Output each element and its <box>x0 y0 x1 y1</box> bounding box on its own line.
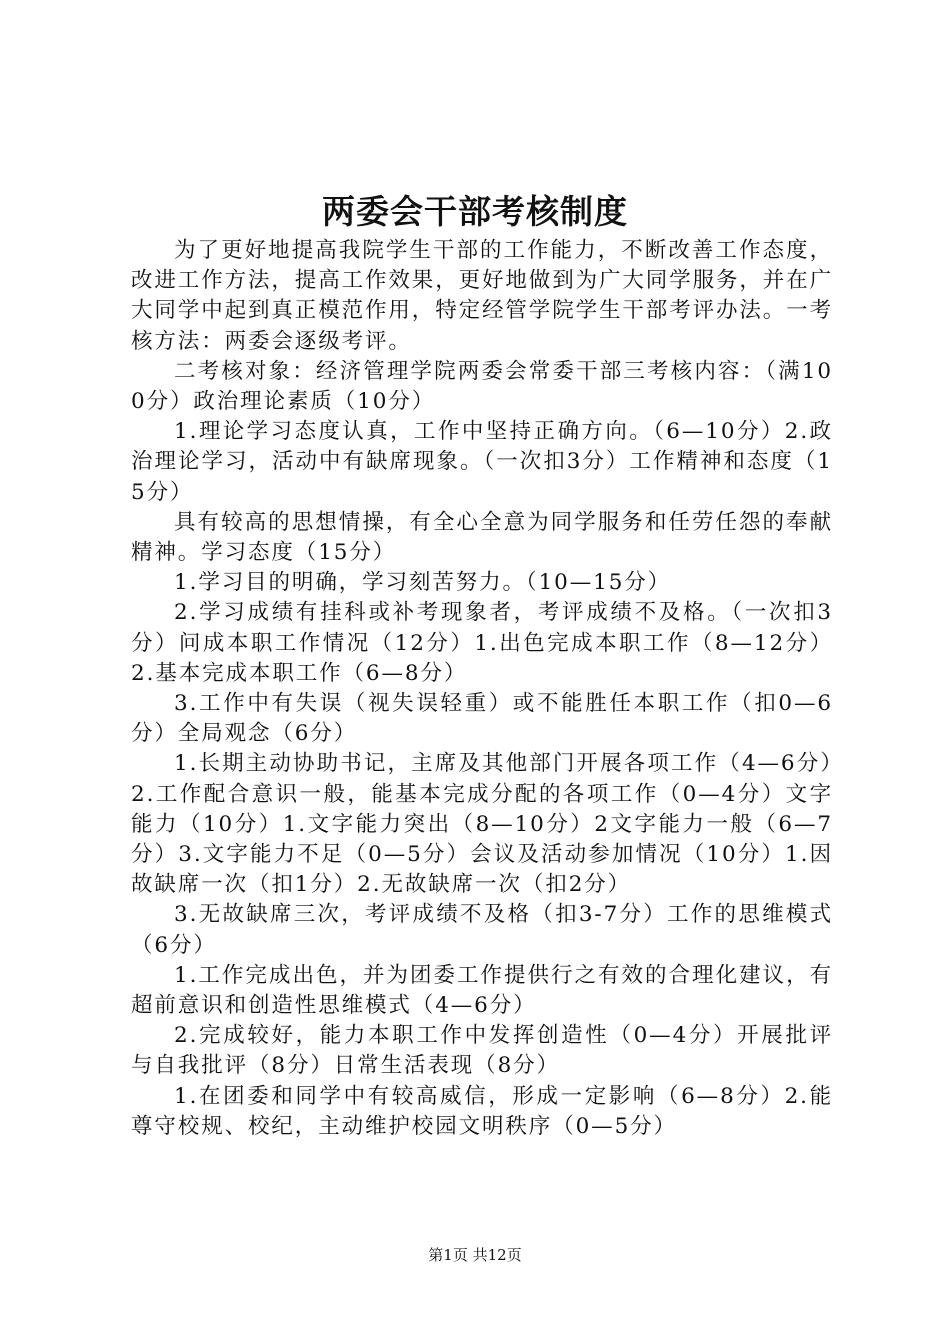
document-body <box>131 236 833 1142</box>
paragraph: 2.学习成绩有挂科或补考现象者，考评成绩不及格。（一次扣3分）问成本职工作情况（12分）1.出色完成本职工作（8—12分）2.基本完成本职工作（6—8分） <box>131 600 833 686</box>
paragraph: 1.在团委和同学中有较高威信，形成一定影响（6—8分）2.能尊守校规、校纪，主动维护校园文明秩序（0—5分） <box>131 1083 833 1139</box>
paragraph: 1.理论学习态度认真，工作中坚持正确方向。（6—10分）2.政治理论学习，活动中有缺席现象。（一次扣3分）工作精神和态度（15分） <box>131 419 833 505</box>
paragraph: 为了更好地提高我院学生干部的工作能力，不断改善工作态度，改进工作方法，提高工作效果，更好地做到为广大同学服务，并在广大同学中起到真正模范作用，特定经管学院学生干部考评办法。一考核方法：两委会逐级考评。 <box>131 238 834 354</box>
paragraph: 3.无故缺席三次，考评成绩不及格（扣3-7分）工作的思维模式（6分） <box>131 902 833 958</box>
document-title: 两委会干部考核制度 <box>322 192 628 231</box>
paragraph: 具有较高的思想情操，有全心全意为同学服务和任劳任怨的奉献精神。学习态度（15分） <box>131 509 833 566</box>
paragraph: 1.工作完成出色，并为团委工作提供行之有效的合理化建议，有超前意识和创造性思维模式（4—6分） <box>131 962 833 1019</box>
paragraph: 3.工作中有失误（视失误轻重）或不能胜任本职工作（扣0—6分）全局观念（6分） <box>131 691 833 747</box>
paragraph: 二考核对象：经济管理学院两委会常委干部三考核内容：（满100分）政治理论素质（10分） <box>131 358 833 415</box>
page-footer: 第1页 共12页 <box>428 1246 522 1264</box>
paragraph: 1.学习目的明确，学习刻苦努力。（10—15分） <box>174 570 672 596</box>
paragraph: 2.完成较好，能力本职工作中发挥创造性（0—4分）开展批评与自我批评（8分）日常生活表现（8分） <box>131 1023 833 1079</box>
paragraph: 1.长期主动协助书记，主席及其他部门开展各项工作（4—6分）2.工作配合意识一般，能基本完成分配的各项工作（0—4分）文字能力（10分）1.文字能力突出（8—10分）2文字能力一般（6—7分）3.文字能力不足（0—5分）会议及活动参加情况（10分）1.因故缺席一次（扣1分）2.无故缺席一次（扣2分） <box>131 751 833 898</box>
